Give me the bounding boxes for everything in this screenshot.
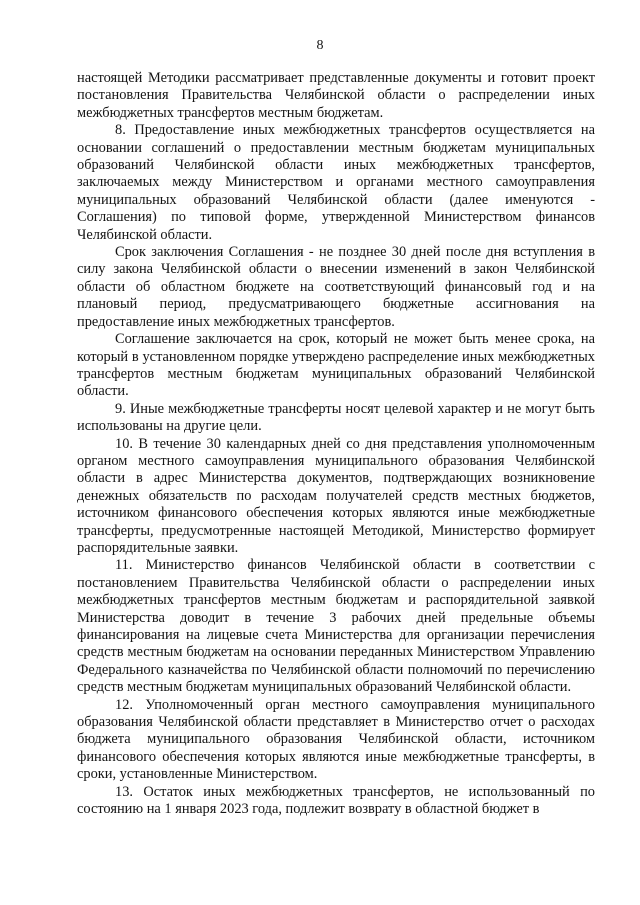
paragraph-agreement-deadline: Срок заключения Соглашения - не позднее 30 дней после дня вступления в силу закона Челябинской области о внесении изменений в закон Челябинской области об областном бюджете на соответствующий финансовый год и на плановый период, предусматривающего бюджетные ассигнования на предоставление иных межбюджетных трансфертов. [77, 244, 595, 330]
paragraph-clause-10: 10. В течение 30 календарных дней со дня представления уполномоченным органом местного самоуправления муниципального образования Челябинской области в адрес Министерства документов, подтверждающих возникновение денежных обязательств по расходам получателей средств местных бюджетов, источником финансового обеспечения которых являются иные межбюджетные трансферты, предусмотренные настоящей Методикой, Министерство формирует распорядительные заявки. [77, 435, 595, 556]
paragraph-clause-11: 11. Министерство финансов Челябинской области в соответствии с постановлением Правительства Челябинской области о распределении иных межбюджетных трансфертов местным бюджетам и распорядительной заявкой Министерства доводит в течение 3 рабочих дней предельные объемы финансирования на лицевые счета Министерства для организации перечисления средств местным бюджетам на основании переданных Министерством Управлению Федерального казначейства по Челябинской области полномочий по перечислению средств местным бюджетам муниципальных образований Челябинской области. [77, 557, 595, 696]
paragraph-clause-12: 12. Уполномоченный орган местного самоуправления муниципального образования Челябинской области представляет в Министерство отчет о расходах бюджета муниципального образования Челябинской области, источником финансового обеспечения которых являются иные межбюджетные трансферты, в сроки, установленные Министерством. [77, 696, 595, 783]
paragraph-clause-13: 13. Остаток иных межбюджетных трансфертов, не использованный по состоянию на 1 января 2023 года, подлежит возврату в областной бюджет в [77, 783, 595, 818]
paragraph-clause-9: 9. Иные межбюджетные трансферты носят целевой характер и не могут быть использованы на другие цели. [77, 400, 595, 435]
document-body [77, 70, 595, 818]
paragraph-agreement-term: Соглашение заключается на срок, который не может быть менее срока, на который в установленном порядке утверждено распределение иных межбюджетных трансфертов местным бюджетам муниципальных образований Челябинской области. [77, 331, 595, 400]
paragraph-continuation: настоящей Методики рассматривает представленные документы и готовит проект постановления Правительства Челябинской области о распределении иных межбюджетных трансфертов местным бюджетам. [77, 70, 595, 121]
paragraph-clause-8: 8. Предоставление иных межбюджетных трансфертов осуществляется на основании соглашений о предоставлении местным бюджетам муниципальных образований Челябинской области иных межбюджетных трансфертов, заключаемых между Министерством и органами местного самоуправления муниципальных образований Челябинской области (далее именуются - Соглашения) по типовой форме, утвержденной Министерством финансов Челябинской области. [77, 122, 595, 243]
page-number: 8 [316, 38, 324, 53]
